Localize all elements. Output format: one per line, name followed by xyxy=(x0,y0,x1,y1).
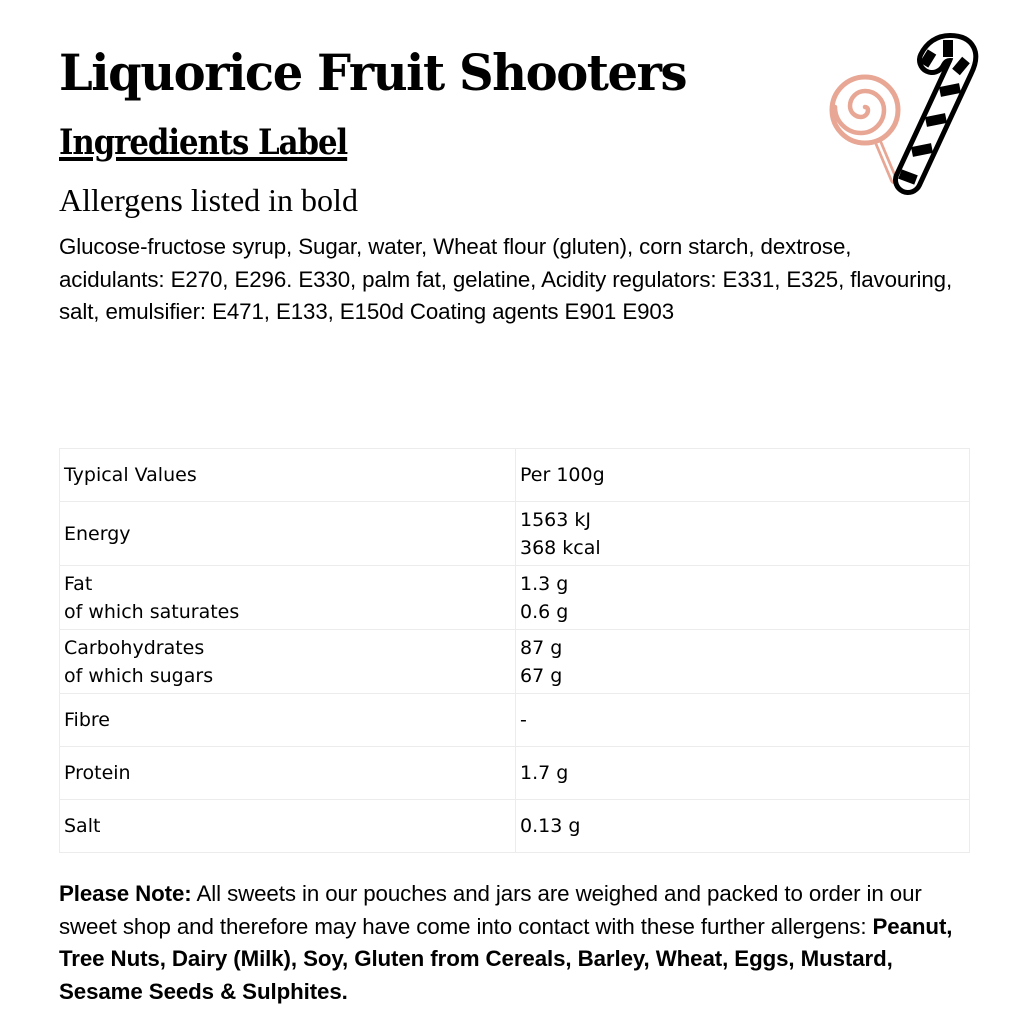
row-value-line: 368 kcal xyxy=(520,536,601,559)
header-label: Typical Values xyxy=(60,449,516,502)
please-note-body: All sweets in our pouches and jars are weighed and packed to order in our sweet shop and therefore may have come into contact with these further allergens: xyxy=(59,881,922,939)
please-note xyxy=(59,878,979,1008)
row-label-line: of which saturates xyxy=(64,600,240,623)
row-value-line: 67 g xyxy=(520,664,563,687)
sweets-illustration xyxy=(820,30,1000,210)
lollipop-icon xyxy=(832,77,898,180)
row-label: Salt xyxy=(60,800,516,853)
row-value: 0.13 g xyxy=(516,800,970,853)
product-title: Liquorice Fruit Shooters xyxy=(59,43,687,102)
candy-cane-icon xyxy=(900,40,966,180)
row-value-line: 1.3 g xyxy=(520,572,569,595)
cross-contact-allergens: Peanut, Tree Nuts, Dairy (Milk), Soy, Gluten from Cereals, Barley, Wheat, Eggs, Mustard, Sesame Seeds & Sulphites. xyxy=(59,913,953,1004)
header-value: Per 100g xyxy=(516,449,970,502)
row-label-line: Energy xyxy=(64,522,131,545)
please-note-lead: Please Note: xyxy=(59,881,192,906)
table-row-fibre xyxy=(60,694,970,747)
row-value-line: 0.6 g xyxy=(520,600,569,623)
row-label xyxy=(60,566,516,630)
row-value xyxy=(516,502,970,566)
ingredients-label-heading: Ingredients Label xyxy=(59,122,348,163)
row-label-line: of which sugars xyxy=(64,664,214,687)
row-label xyxy=(60,502,516,566)
table-row-salt xyxy=(60,800,970,853)
ingredients-text: Glucose-fructose syrup, Sugar, water, Wheat flour (gluten), corn starch, dextrose, acidulants: E270, E296. E330, palm fat, gelatine, Acidity regulators: E331, E325, flavouring, salt, emulsifier: E471, E133, E150d Coating agents E901 E903 xyxy=(59,234,953,324)
table-row-energy xyxy=(60,502,970,566)
table-row-fat xyxy=(60,566,970,630)
table-row-carbohydrates xyxy=(60,630,970,694)
allergen-note: Allergens listed in bold xyxy=(59,182,358,218)
row-value xyxy=(516,566,970,630)
table-header-row xyxy=(60,449,970,502)
nutrition-table xyxy=(59,448,970,853)
row-value: 1.7 g xyxy=(516,747,970,800)
row-label: Protein xyxy=(60,747,516,800)
row-label: Fibre xyxy=(60,694,516,747)
table-row-protein xyxy=(60,747,970,800)
row-label-line: Fat xyxy=(64,572,93,595)
row-label-line: Carbohydrates xyxy=(64,636,205,659)
row-value-line: 87 g xyxy=(520,636,563,659)
row-value xyxy=(516,630,970,694)
row-value-line: 1563 kJ xyxy=(520,508,591,531)
row-label xyxy=(60,630,516,694)
row-value: - xyxy=(516,694,970,747)
